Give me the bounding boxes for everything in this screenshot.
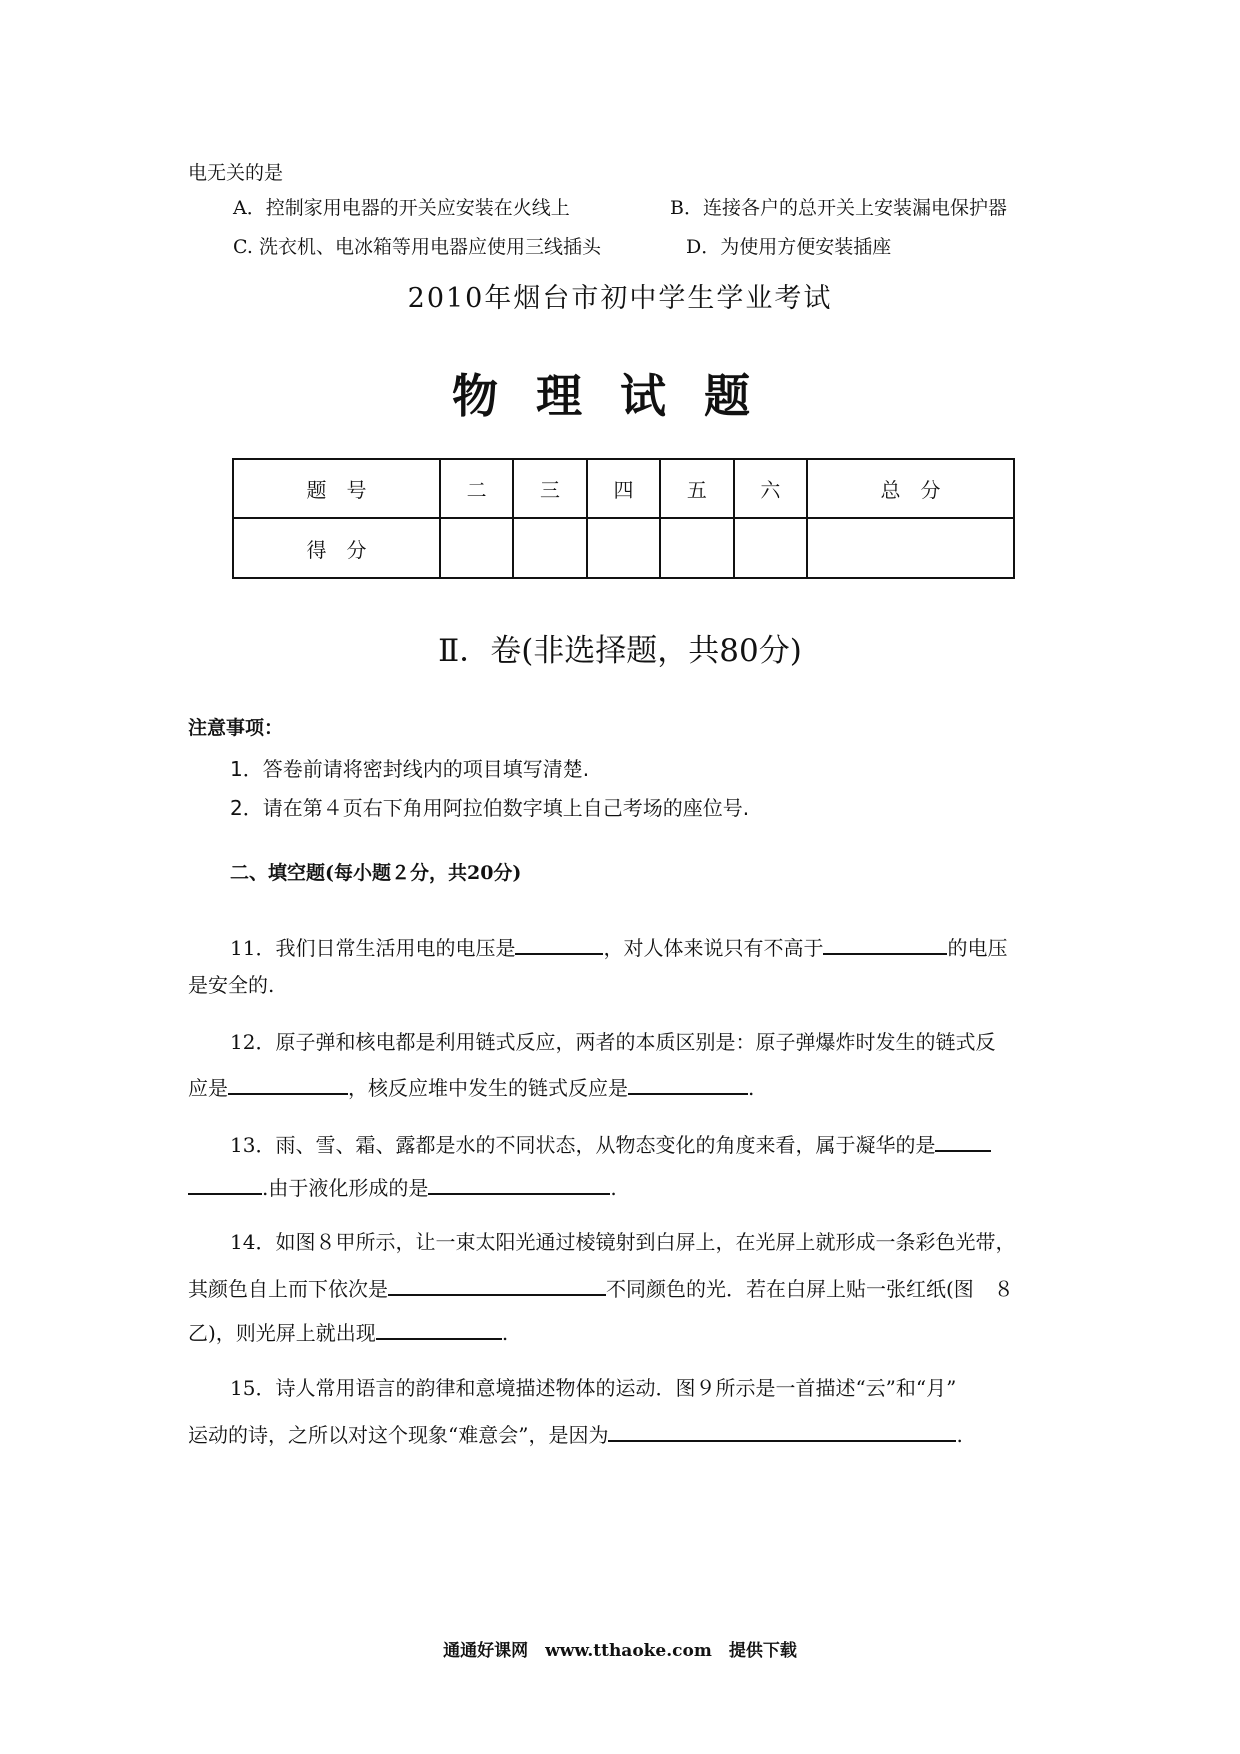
question-15-line2 [188,1420,963,1447]
score-table-score-row [233,518,1014,578]
question-14-line1: 14．如图８甲所示，让一束太阳光通过棱镜射到白屏上，在光屏上就形成一条彩色光带， [230,1230,1016,1254]
carryover-stem: 电无关的是 [188,162,284,184]
score-cell-6: 六 [734,459,807,518]
score-input-4[interactable] [587,518,660,578]
option-c: C. 洗衣机、电冰箱等用电器应使用三线插头 [233,236,601,258]
q15-blank-1[interactable] [608,1420,956,1442]
q14-text-b: 其颜色自上而下依次是 [188,1277,388,1301]
option-b: B．连接各户的总开关上安装漏电保护器 [670,197,1007,219]
q11-blank-1[interactable] [515,933,603,955]
question-14-line2 [188,1274,1014,1301]
score-cell-4: 四 [587,459,660,518]
question-13-line1 [230,1130,991,1157]
score-input-5[interactable] [660,518,733,578]
question-11-line1 [230,933,1007,960]
score-cell-2: 二 [440,459,513,518]
score-input-6[interactable] [734,518,807,578]
q13-text-a: 13．雨、雪、霜、露都是水的不同状态，从物态变化的角度来看，属于凝华的是 [230,1133,936,1157]
q12-text-b: 应是 [188,1076,228,1100]
option-d: D．为使用方便安装插座 [686,236,892,258]
q11-blank-2[interactable] [823,933,947,955]
question-12-line1: 12．原子弹和核电都是利用链式反应，两者的本质区别是：原子弹爆炸时发生的链式反 [230,1030,996,1054]
q15-text-b: 运动的诗，之所以对这个现象“难意会”，是因为 [188,1423,609,1447]
option-a: A．控制家用电器的开关应安装在火线上 [233,197,570,219]
section-title: Ⅱ．卷(非选择题，共80分) [438,633,802,669]
q12-blank-2[interactable] [628,1073,748,1095]
score-table-header-row [233,459,1014,518]
q13-text-c: . [610,1176,617,1200]
q13-blank-1a[interactable] [935,1130,991,1152]
q13-text-b: .由于液化形成的是 [262,1176,429,1200]
score-input-total[interactable] [807,518,1014,578]
notice-heading: 注意事项： [188,717,284,739]
notice-item-1: 1．答卷前请将密封线内的项目填写清楚. [230,757,590,781]
score-cell-5: 五 [660,459,733,518]
q15-text-c: . [956,1423,963,1447]
q13-blank-2[interactable] [428,1173,610,1195]
part2-heading: 二、填空题(每小题２分，共20分) [230,862,522,884]
notice-item-2: 2．请在第４页右下角用阿拉伯数字填上自己考场的座位号. [230,796,750,820]
q11-text-c: 的电压 [947,936,1008,960]
q14-blank-2[interactable] [376,1318,502,1340]
score-table [232,458,1015,579]
q13-blank-1b[interactable] [188,1173,262,1195]
exam-title: 2010年烟台市初中学生学业考试 [407,283,833,314]
q14-text-d: 乙)，则光屏上就出现 [188,1321,376,1345]
score-cell-3: 三 [513,459,586,518]
question-11-line2: 是安全的. [188,973,275,997]
subject-title: 物理试题 [452,369,788,423]
question-14-line3 [188,1318,508,1345]
q11-text-a: 11．我们日常生活用电的电压是 [230,936,516,960]
score-row-label: 得 分 [233,518,440,578]
score-cell-total: 总 分 [807,459,1014,518]
question-15-line1: 15．诗人常用语言的韵律和意境描述物体的运动．图９所示是一首描述“云”和“月” [230,1376,957,1400]
question-12-line2 [188,1073,754,1100]
q14-blank-1[interactable] [388,1274,606,1296]
q12-text-d: . [748,1076,755,1100]
q14-text-e: . [501,1321,509,1345]
page-footer: 通通好课网 www.tthaoke.com 提供下载 [443,1641,797,1661]
score-input-2[interactable] [440,518,513,578]
question-13-line2 [188,1173,617,1200]
q14-text-c: 不同颜色的光．若在白屏上贴一张红纸(图 ８ [606,1277,1014,1301]
score-input-3[interactable] [513,518,586,578]
q12-blank-1[interactable] [228,1073,348,1095]
q12-text-c: ，核反应堆中发生的链式反应是 [348,1076,628,1100]
q11-text-b: ，对人体来说只有不高于 [603,936,824,960]
score-cell-label: 题 号 [233,459,440,518]
